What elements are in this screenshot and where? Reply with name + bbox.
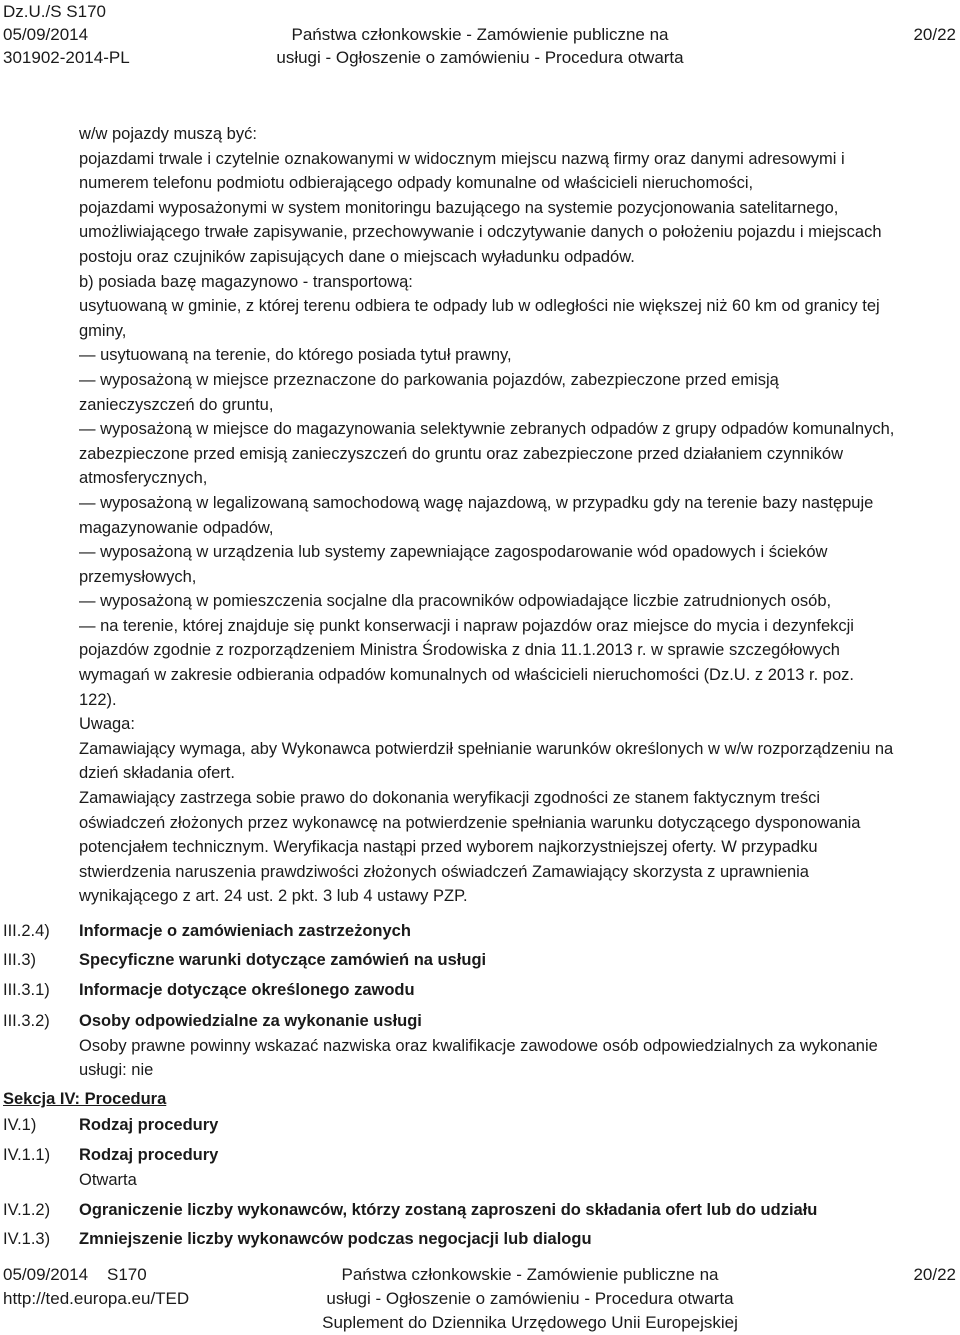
section-title: Rodzaj procedury [79,1116,219,1134]
text-line: b) posiada bazę magazynowo - transportową: [79,272,413,291]
footer-url[interactable]: http://ted.europa.eu/TED [3,1289,190,1308]
text-line: wynikającego z art. 24 ust. 2 pkt. 3 lub 4 ustawy PZP. [79,887,468,906]
text-line: — wyposażoną w urządzenia lub systemy zapewniające zagospodarowanie wód opadowych i ścieków [79,543,828,562]
header-doc-id: Dz.U./S S170 [3,2,106,21]
section-number: III.3) [3,951,37,969]
header-title-line1: Państwa członkowskie - Zamówienie publiczne na [291,25,669,44]
text-line: w/w pojazdy muszą być: [79,125,257,143]
requirements-text [79,122,955,909]
text-line: — wyposażoną w pomieszczenia socjalne dla pracowników odpowiadające liczbie zatrudnionych osób, [79,592,832,611]
text-line: Zamawiający zastrzega sobie prawo do dokonania weryfikacji zgodności ze stanem faktycznym treści [79,789,820,808]
header-ref: 301902-2014-PL [3,48,130,67]
text-line: — wyposażoną w miejsce przeznaczone do parkowania pojazdów, zabezpieczone przed emisją [79,370,779,389]
text-line: — na terenie, której znajduje się punkt konserwacji i napraw pojazdów oraz miejsce do mycia i dezynfekcji [79,616,854,635]
text-line: oświadczeń złożonych przez wykonawcę na potwierdzenie spełniania warunku dotyczącego dysponowania [79,813,861,832]
section-number: III.3.2) [3,1012,50,1030]
text-line: przemysłowych, [79,567,197,586]
section-number: IV.1.2) [3,1201,51,1219]
page-footer [0,1263,960,1334]
text-line: postoju oraz czujników zapisujących dane o miejscach wyładunku odpadów. [79,247,635,266]
section-number: IV.1.3) [3,1230,51,1248]
section-title: Informacje o zamówieniach zastrzeżonych [79,922,411,940]
footer-title-line3: Suplement do Dziennika Urzędowego Unii Europejskiej [322,1313,738,1332]
text-line: numerem telefonu podmiotu odbierającego odpady komunalne od właścicieli nieruchomości, [79,174,754,193]
text-line: wymagań w zakresie odbierania odpadów komunalnych od właścicieli nieruchomości (Dz.U. z 2013 r. poz. [79,666,854,685]
text-line: usytuowaną w gminie, z której terenu odbiera te odpady lub w odległości nie większej niż 60 km od granicy tej [79,297,880,316]
footer-title-line1: Państwa członkowskie - Zamówienie publiczne na [341,1265,719,1284]
text-line: — wyposażoną w miejsce do magazynowania selektywnie zebranych odpadów z grupy odpadów komunalnych, [79,420,895,439]
section-iv-heading: Sekcja IV: Procedura [3,1090,167,1108]
text-line: umożliwiającego trwałe zapisywanie, przechowywanie i odczytywanie danych o położeniu pojazdu i miejscach [79,223,882,242]
text-line: magazynowanie odpadów, [79,518,274,537]
text-line: pojazdami trwale i czytelnie oznakowanymi w widocznym miejscu nazwą firmy oraz danymi adresowymi i [79,149,845,168]
header-date: 05/09/2014 [3,25,89,44]
text-line: gminy, [79,321,127,340]
text-line: zabezpieczone przed emisją zanieczyszczeń do gruntu oraz zabezpieczone przed działaniem czynników [79,444,843,463]
text-line: stwierdzenia naruszenia prawdziwości złożonych oświadczeń Zamawiający skorzysta z uprawnienia [79,862,809,881]
section-text-line: Osoby prawne powinny wskazać nazwiska oraz kwalifikacje zawodowe osób odpowiedzialnych za wykonanie [79,1036,878,1055]
footer-title-line2: usługi - Ogłoszenie o zamówieniu - Procedura otwarta [326,1289,734,1308]
section-value: Otwarta [79,1170,137,1189]
text-line: Uwaga: [79,715,135,734]
text-line: atmosferycznych, [79,469,208,488]
footer-page-number: 20/22 [913,1265,956,1284]
section-title: Rodzaj procedury [79,1146,219,1164]
header-title-line2: usługi - Ogłoszenie o zamówieniu - Procedura otwarta [276,48,684,67]
section-title: Zmniejszenie liczby wykonawców podczas negocjacji lub dialogu [79,1230,592,1248]
text-line: dzień składania ofert. [79,764,235,783]
page-header [0,0,960,72]
text-line: pojazdami wyposażonymi w system monitoringu bazującego na systemie pozycjonowania satelitarnego, [79,198,839,217]
section-title: Osoby odpowiedzialne za wykonanie usługi [79,1012,422,1030]
section-text-line: usługi: nie [79,1061,154,1080]
section-title: Ograniczenie liczby wykonawców, którzy zostaną zaproszeni do składania ofert lub do udziału [79,1201,818,1219]
section-number: III.2.4) [3,922,50,940]
text-line: potencjałem technicznym. Weryfikacja nastąpi przed wyborem najkorzystniejszej oferty. W przypadku [79,838,818,857]
section-title: Specyficzne warunki dotyczące zamówień na usługi [79,951,487,969]
text-line: zanieczyszczeń do gruntu, [79,395,274,414]
text-line: 122). [79,690,117,709]
text-line: Zamawiający wymaga, aby Wykonawca potwierdził spełnianie warunków określonych w w/w rozporządzeniu na [79,739,894,758]
section-number: IV.1.1) [3,1146,51,1164]
section-title: Informacje dotyczące określonego zawodu [79,981,415,999]
header-page-number: 20/22 [913,25,956,44]
footer-date-code: 05/09/2014 S170 [3,1265,147,1284]
section-number: III.3.1) [3,981,50,999]
text-line: — usytuowaną na terenie, do którego posiada tytuł prawny, [79,346,512,365]
text-line: — wyposażoną w legalizowaną samochodową wagę najazdową, w przypadku gdy na terenie bazy następuje [79,493,874,512]
text-line: pojazdów zgodnie z rozporządzeniem Ministra Środowiska z dnia 11.1.2013 r. w sprawie szczegółowych [79,641,840,660]
section-number: IV.1) [3,1116,37,1134]
